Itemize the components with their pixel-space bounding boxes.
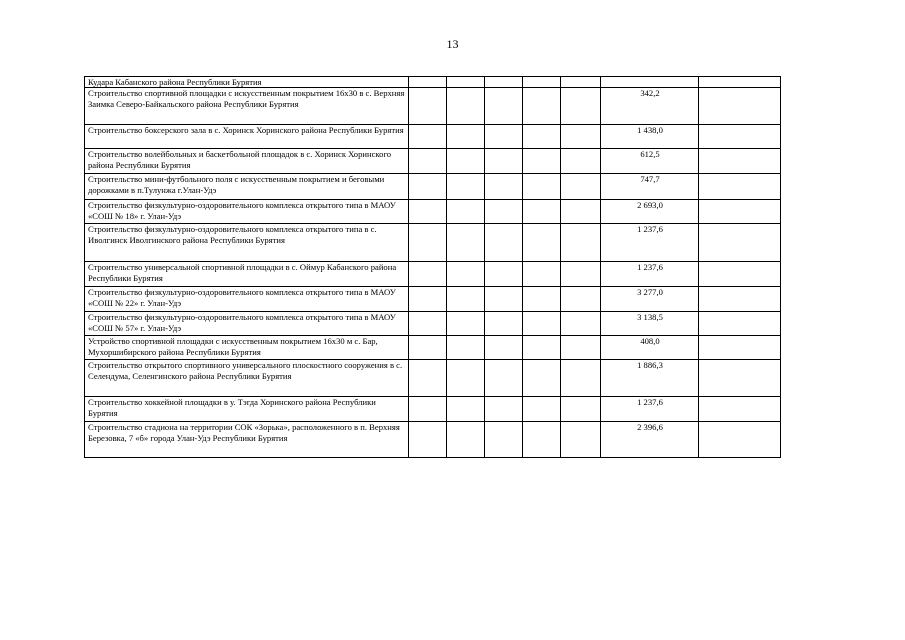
object-name-cell: Строительство спортивной площадки с искусственным покрытием 16х30 в с. Верхняя Заимка Северо-Байкальского района Республики Бурятия (85, 88, 409, 125)
table-row (85, 262, 781, 287)
empty-cell (561, 262, 601, 287)
empty-cell (699, 312, 781, 336)
empty-cell (699, 174, 781, 200)
amount-cell: 612,5 (601, 149, 699, 174)
empty-cell (699, 149, 781, 174)
object-name-cell: Устройство спортивной площадки с искусственным покрытием 16х30 м с. Бар, Мухоршибирского района Республики Бурятия (85, 336, 409, 360)
table-row (85, 174, 781, 200)
empty-cell (699, 88, 781, 125)
empty-cell (409, 77, 447, 88)
empty-cell (699, 360, 781, 397)
empty-cell (561, 77, 601, 88)
table-row (85, 336, 781, 360)
empty-cell (409, 397, 447, 422)
empty-cell (485, 397, 523, 422)
empty-cell (699, 125, 781, 149)
empty-cell (699, 224, 781, 262)
empty-cell (561, 336, 601, 360)
empty-cell (561, 125, 601, 149)
empty-cell (699, 422, 781, 458)
amount-cell: 408,0 (601, 336, 699, 360)
empty-cell (561, 174, 601, 200)
amount-cell: 1 237,6 (601, 397, 699, 422)
table-row (85, 397, 781, 422)
empty-cell (447, 312, 485, 336)
object-name-cell: Строительство волейбольных и баскетбольной площадок в с. Хоринск Хоринского района Республики Бурятия (85, 149, 409, 174)
empty-cell (523, 174, 561, 200)
empty-cell (523, 88, 561, 125)
table-row (85, 422, 781, 458)
empty-cell (447, 149, 485, 174)
empty-cell (409, 336, 447, 360)
empty-cell (485, 312, 523, 336)
table-row (85, 88, 781, 125)
empty-cell (447, 125, 485, 149)
empty-cell (523, 360, 561, 397)
empty-cell (447, 287, 485, 312)
empty-cell (699, 397, 781, 422)
empty-cell (447, 336, 485, 360)
amount-cell (601, 77, 699, 88)
empty-cell (523, 287, 561, 312)
empty-cell (523, 200, 561, 224)
amount-cell: 3 277,0 (601, 287, 699, 312)
object-name-cell: Строительство хоккейной площадки в у. Тэгда Хоринского района Республики Бурятия (85, 397, 409, 422)
empty-cell (523, 336, 561, 360)
empty-cell (447, 174, 485, 200)
empty-cell (699, 336, 781, 360)
empty-cell (699, 262, 781, 287)
amount-cell: 1 438,0 (601, 125, 699, 149)
amount-cell: 1 886,3 (601, 360, 699, 397)
empty-cell (447, 262, 485, 287)
object-name-cell: Строительство физкультурно-оздоровительного комплекса открытого типа в МАОУ «СОШ № 22» г. Улан-Удэ (85, 287, 409, 312)
empty-cell (485, 287, 523, 312)
empty-cell (561, 287, 601, 312)
object-name-cell: Строительство открытого спортивного универсального плоскостного сооружения в с. Селендума, Селенгинского района Республики Бурятия (85, 360, 409, 397)
table-row (85, 360, 781, 397)
empty-cell (699, 200, 781, 224)
empty-cell (485, 149, 523, 174)
table-row (85, 287, 781, 312)
page-number: 13 (446, 37, 459, 51)
empty-cell (523, 77, 561, 88)
empty-cell (561, 397, 601, 422)
amount-cell: 3 138,5 (601, 312, 699, 336)
table-row (85, 125, 781, 149)
empty-cell (409, 88, 447, 125)
table-row (85, 224, 781, 262)
empty-cell (409, 200, 447, 224)
empty-cell (523, 224, 561, 262)
empty-cell (561, 149, 601, 174)
table-row (85, 77, 781, 88)
empty-cell (447, 360, 485, 397)
empty-cell (561, 312, 601, 336)
empty-cell (523, 312, 561, 336)
amount-cell: 342,2 (601, 88, 699, 125)
empty-cell (485, 224, 523, 262)
empty-cell (447, 88, 485, 125)
amount-cell: 2 693,0 (601, 200, 699, 224)
amount-cell: 1 237,6 (601, 262, 699, 287)
empty-cell (409, 422, 447, 458)
empty-cell (561, 422, 601, 458)
empty-cell (485, 174, 523, 200)
empty-cell (561, 88, 601, 125)
empty-cell (561, 224, 601, 262)
empty-cell (485, 262, 523, 287)
empty-cell (561, 200, 601, 224)
empty-cell (485, 88, 523, 125)
empty-cell (447, 397, 485, 422)
empty-cell (409, 174, 447, 200)
empty-cell (485, 422, 523, 458)
empty-cell (447, 224, 485, 262)
table-row (85, 312, 781, 336)
empty-cell (485, 77, 523, 88)
empty-cell (523, 397, 561, 422)
empty-cell (561, 360, 601, 397)
empty-cell (409, 149, 447, 174)
empty-cell (447, 422, 485, 458)
funding-table (84, 76, 781, 458)
empty-cell (523, 422, 561, 458)
empty-cell (523, 262, 561, 287)
object-name-cell: Строительство универсальной спортивной площадки в с. Оймур Кабанского района Республики Бурятия (85, 262, 409, 287)
object-name-cell: Строительство физкультурно-оздоровительного комплекса открытого типа в МАОУ «СОШ № 18» г. Улан-Удэ (85, 200, 409, 224)
empty-cell (485, 200, 523, 224)
object-name-cell: Строительство мини-футбольного поля с искусственным покрытием и беговыми дорожками в п.Тулунжа г.Улан-Удэ (85, 174, 409, 200)
object-name-cell: Кудара Кабанского района Республики Бурятия (85, 77, 409, 88)
amount-cell: 2 396,6 (601, 422, 699, 458)
empty-cell (485, 360, 523, 397)
object-name-cell: Строительство стадиона на территории СОК «Зорька», расположенного в п. Верхняя Березовка, 7 «б» города Улан-Удэ Республики Бурятия (85, 422, 409, 458)
object-name-cell: Строительство физкультурно-оздоровительного комплекса открытого типа в с. Иволгинск Иволгинского района Республики Бурятия (85, 224, 409, 262)
empty-cell (699, 287, 781, 312)
empty-cell (447, 77, 485, 88)
empty-cell (409, 224, 447, 262)
empty-cell (409, 287, 447, 312)
table-body (85, 77, 781, 458)
empty-cell (485, 336, 523, 360)
amount-cell: 747,7 (601, 174, 699, 200)
table-row (85, 149, 781, 174)
amount-cell: 1 237,6 (601, 224, 699, 262)
empty-cell (409, 360, 447, 397)
empty-cell (409, 262, 447, 287)
empty-cell (523, 125, 561, 149)
empty-cell (523, 149, 561, 174)
empty-cell (409, 312, 447, 336)
object-name-cell: Строительство боксерского зала в с. Хоринск Хоринского района Республики Бурятия (85, 125, 409, 149)
empty-cell (409, 125, 447, 149)
table-row (85, 200, 781, 224)
empty-cell (699, 77, 781, 88)
empty-cell (447, 200, 485, 224)
empty-cell (485, 125, 523, 149)
object-name-cell: Строительство физкультурно-оздоровительного комплекса открытого типа в МАОУ «СОШ № 57» г. Улан-Удэ (85, 312, 409, 336)
